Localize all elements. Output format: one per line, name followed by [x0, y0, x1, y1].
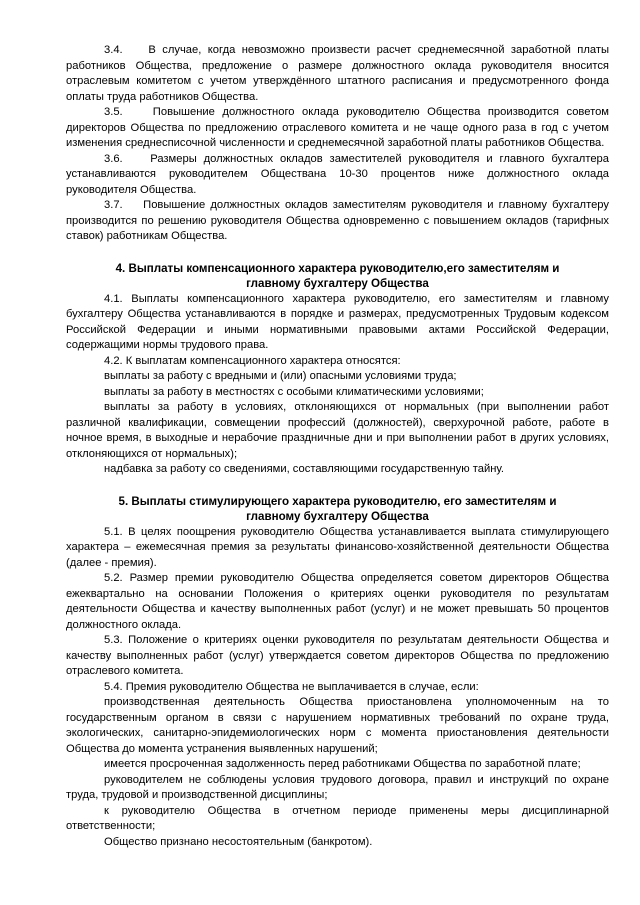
- clause-4-2: 4.2. К выплатам компенсационного характера относятся:: [104, 354, 401, 367]
- clause-5-2: 5.2. Размер премии руководителю Общества определяется советом директоров Общества ежеквартально на основании Положения о критериях оценки руководителя по результатам деятельности Общества и качеству выполненных работ (услуг) и не может превышать 50 процентов должностного оклада.: [66, 572, 609, 631]
- clause-3-6: 3.6. Размеры должностных окладов заместителей руководителя и главного бухгалтера устанавливаются руководителем Обществана 10-30 процентов ниже должностного оклада руководителя Общества.: [66, 152, 609, 196]
- list-item: надбавка за работу со сведениями, составляющими государственную тайну.: [104, 463, 504, 475]
- section-4-heading: [66, 261, 609, 292]
- section-3-continuation: [66, 43, 609, 245]
- list-item: выплаты за работу в местностях с особыми климатическими условиями;: [104, 385, 484, 398]
- list-item: имеется просроченная задолженность перед работниками Общества по заработной плате;: [104, 758, 581, 770]
- section-4: [66, 261, 609, 478]
- section-5-heading: [66, 494, 609, 525]
- section-5-heading-line-1: 5. Выплаты стимулирующего характера руководителю, его заместителям и: [118, 494, 557, 508]
- clause-4-1: 4.1. Выплаты компенсационного характера руководителю, его заместителям и главному бухгалтеру Общества устанавливаются в порядке и размерах, предусмотренных Трудовым кодексом Российской Федерации и иными нормативными правовыми актами Российской Федерации, содержащими нормы трудового права.: [66, 292, 609, 351]
- list-item: производственная деятельность Общества приостановлена уполномоченным на то государственным органом в связи с нарушением нормативных требований по охране труда, экологических, санитарно-эпидемиологических норм с момента приостановления деятельности Общества до момента устранения выявленных нарушений;: [66, 696, 609, 755]
- list-item: к руководителю Общества в отчетном периоде применены меры дисциплинарной ответственности;: [66, 804, 609, 832]
- section-5-heading-line-2: главному бухгалтеру Общества: [246, 510, 429, 523]
- list-item: Общество признано несостоятельным (банкротом).: [104, 835, 373, 848]
- clause-3-4: 3.4. В случае, когда невозможно произвести расчет среднемесячной заработной платы работников Общества, предложение о размере должностного оклада руководителя вносится отраслевым комитетом с учетом утверждённого штатного расписания и предусмотренного фонда оплаты труда работников Общества.: [66, 44, 609, 103]
- clause-3-5: 3.5. Повышение должностного оклада руководителю Общества производится советом директоров Общества по предложению отраслевого комитета и не чаще одного раза в год с учетом изменения среднесписочной численности и среднемесячной заработной платы работников Общества.: [66, 106, 609, 149]
- section-5: [66, 494, 609, 851]
- clause-3-7: 3.7. Повышение должностных окладов заместителям руководителя и главному бухгалтеру производится по решению руководителя Общества одновременно с повышением окладов (тарифных ставок) работникам Общества.: [66, 199, 609, 242]
- list-item: выплаты за работу с вредными и (или) опасными условиями труда;: [104, 370, 457, 382]
- section-4-heading-line-1: 4. Выплаты компенсационного характера руководителю,его заместителям и: [115, 261, 560, 275]
- clause-5-3: 5.3. Положение о критериях оценки руководителя по результатам деятельности Общества и качеству выполненных работ (услуг) утверждается советом директоров Общества по предложению отраслевого комитета.: [66, 634, 609, 677]
- clause-5-1: 5.1. В целях поощрения руководителю Общества устанавливается выплата стимулирующего характера – ежемесячная премия за результаты финансово-хозяйственной деятельности Общества (далее - премия).: [66, 525, 609, 569]
- clause-5-4: 5.4. Премия руководителю Общества не выплачивается в случае, если:: [104, 680, 479, 693]
- section-4-heading-line-2: главному бухгалтеру Общества: [246, 277, 429, 290]
- list-item: руководителем не соблюдены условия трудового договора, правил и инструкций по охране труда, трудовой и производственной дисциплины;: [66, 773, 609, 801]
- list-item: выплаты за работу в условиях, отклоняющихся от нормальных (при выполнении работ различной квалификации, совмещении профессий (должностей), сверхурочной работе, работе в ночное время, в выходные и нерабочие праздничные дни и при выполнении работ в других условиях, отклоняющихся от нормальных);: [66, 401, 609, 460]
